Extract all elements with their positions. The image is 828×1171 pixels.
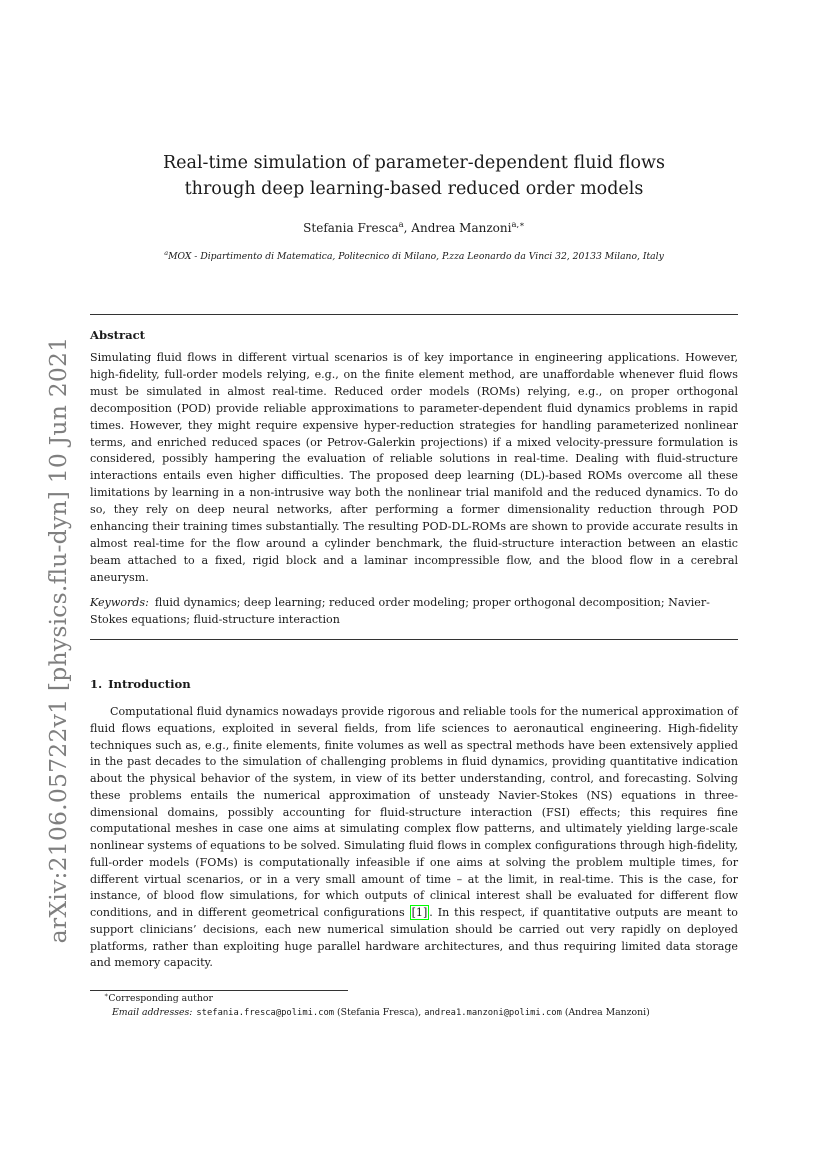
author-separator: , — [403, 221, 412, 235]
email-label: Email addresses: — [112, 1007, 193, 1018]
abstract-bottom-rule — [90, 639, 738, 640]
author-name: Andrea Manzoni — [411, 221, 512, 235]
email-owner-manzoni: (Andrea Manzoni) — [561, 1007, 650, 1018]
keywords — [90, 594, 738, 628]
section-title: Introduction — [108, 677, 191, 691]
email-link-fresca[interactable]: stefania.fresca@polimi.com — [196, 1008, 335, 1018]
title-line-1: Real-time simulation of parameter-dependent fluid flows — [162, 153, 665, 173]
title-line-2: through deep learning-based reduced order models — [184, 179, 644, 199]
author-affiliation-mark: a,∗ — [511, 219, 525, 229]
affiliation — [90, 248, 738, 262]
abstract-top-rule — [90, 314, 738, 315]
affiliation-mark: a — [164, 248, 169, 257]
footnote-corresponding — [104, 990, 213, 1004]
author-affiliation-mark: a — [398, 219, 404, 229]
affiliation-text: MOX - Dipartimento di Matematica, Politecnico di Milano, P.zza Leonardo da Vinci 32, 20133 Milano, Italy — [168, 251, 664, 262]
section-number: 1. — [90, 677, 103, 691]
introduction-paragraph — [90, 704, 738, 972]
abstract-text: Simulating fluid flows in different virtual scenarios is of key importance in engineering applications. However, high-fidelity, full-order models relying, e.g., on the finite element method, are unaffordable whenever fluid flows must be simulated in almost real-time. Reduced order models (ROMs) relying, e.g., on proper orthogonal decomposition (POD) provide reliable approximations to parameter-dependent fluid dynamics problems in rapid times. However, they might require expensive hyper-reduction strategies for handling parameterized nonlinear terms, and enriched reduced spaces (or Petrov-Galerkin projections) if a mixed velocity-pressure formulation is considered, possibly hampering the evaluation of reliable solutions in real-time. Dealing with fluid-structure interactions entails even higher difficulties. The proposed deep learning (DL)-based ROMs overcome all these limitations by learning in a non-intrusive way both the nonlinear trial manifold and the reduced dynamics. To do so, they rely on deep neural networks, after performing a former dimensionality reduction through POD enhancing their training times substantially. The resulting POD-DL-ROMs are shown to provide accurate results in almost real-time for the flow around a cylinder benchmark, the fluid-structure interaction between an elastic beam attached to a fixed, rigid block and a laminar incompressible flow, and the blood flow in a cerebral aneurysm. — [90, 351, 738, 584]
abstract-heading: Abstract — [90, 328, 146, 342]
keywords-label: Keywords: — [90, 596, 149, 609]
footnote-emails — [112, 1007, 650, 1018]
keywords-text: fluid dynamics; deep learning; reduced order modeling; proper orthogonal decomposition; Navier-Stokes equations; fluid-structure interaction — [90, 596, 710, 626]
paper-title — [90, 150, 738, 202]
section-heading — [90, 677, 191, 691]
citation-link[interactable]: [1] — [411, 906, 428, 919]
intro-text-part-1: Computational fluid dynamics nowadays provide rigorous and reliable tools for the numerical approximation of fluid flows equations, exploited in several fields, from life sciences to aeronautical engineering. High-fidelity techniques such as, e.g., finite elements, finite volumes as well as spectral methods have been extensively applied in the past decades to the simulation of challenging problems in fluid dynamics, providing quantitative indication about the physical behavior of the system, in view of its better understanding, control, and forecasting. Solving these problems entails the numerical approximation of unsteady Navier-Stokes (NS) equations in three-dimensional domains, possibly accounting for fluid-structure interaction (FSI) effects; this requires fine computational meshes in case one aims at simulating complex flow patterns, and ultimately yielding large-scale nonlinear systems of equations to be solved. Simulating fluid flows in complex configurations through high-fidelity, full-order models (FOMs) is computationally infeasible if one aims at solving the problem multiple times, for different virtual scenarios, or in a very small amount of time – at the limit, in real-time. This is the case, for instance, of blood flow simulations, for which outputs of clinical interest shall be evaluated for different flow conditions, and in different geometrical configurations — [90, 705, 738, 919]
author-list — [90, 221, 738, 235]
intro-text-part-2: . In this respect, if quantitative outputs are meant to support clinicians’ decisions, each new numerical simulation should be carried out very rapidly on deployed platforms, rather than exploiting huge parallel hardware architectures, and thus requiring limited data storage and memory capacity. — [90, 906, 738, 970]
email-link-manzoni[interactable]: andrea1.manzoni@polimi.com — [424, 1008, 562, 1018]
footnote-corresponding-text: Corresponding author — [108, 993, 213, 1004]
footnote-rule — [90, 990, 348, 991]
author-name: Stefania Fresca — [303, 221, 399, 235]
email-owner-fresca: (Stefania Fresca), — [334, 1007, 425, 1018]
footnote-mark: ∗ — [104, 990, 109, 999]
arxiv-identifier: arXiv:2106.05722v1 [physics.flu-dyn] 10 Jun 2021 — [44, 336, 72, 944]
